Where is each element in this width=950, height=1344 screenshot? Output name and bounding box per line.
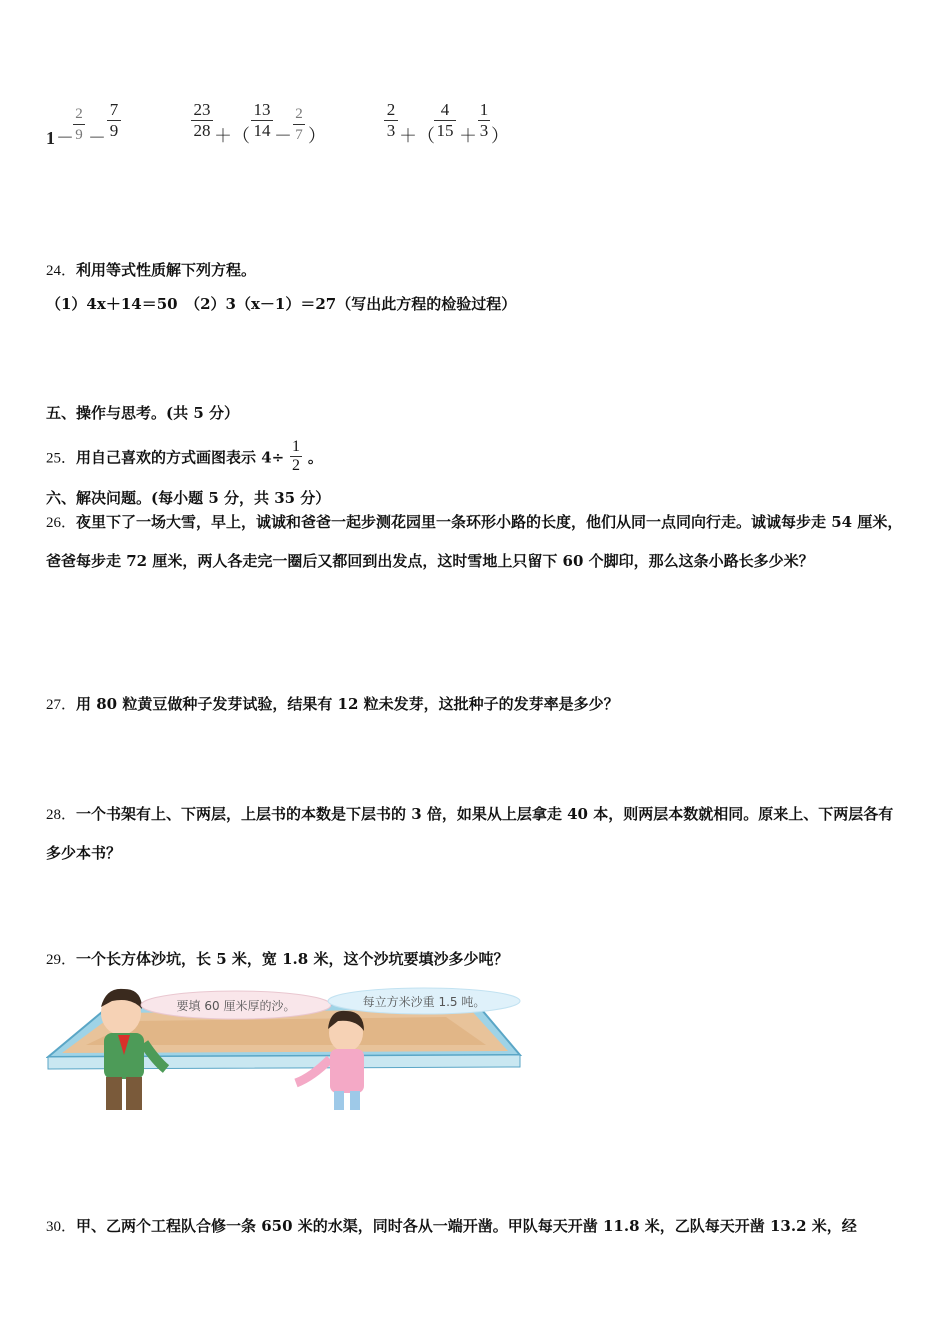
speech-text-girl: 每立方米沙重 1.5 吨。 (362, 995, 486, 1009)
question-text: 甲、乙两个工程队合修一条 650 米的水渠，同时各从一端开凿。甲队每天开凿 11.8 米，乙队每天开凿 13.2 米，经 (76, 1217, 857, 1235)
question-24 (46, 260, 904, 281)
fraction: 2 9 (72, 104, 86, 145)
plus-paren: ＋（ (214, 126, 250, 146)
fraction: 23 28 (190, 100, 214, 141)
fraction: 13 14 (250, 100, 274, 141)
close-paren: ） (308, 126, 326, 146)
question-text: 利用等式性质解下列方程。 (76, 261, 257, 279)
question-number: 26． (46, 515, 77, 531)
plus-paren: ＋（ (399, 126, 435, 146)
minus-sign: － (274, 126, 292, 146)
minus-sign: － (88, 128, 106, 148)
question-text: 一个书架有上、下两层，上层书的本数是下层书的 3 倍，如果从上层拿走 40 本，则两层本数就相同。原来上、下两层各有多少本书？ (46, 805, 894, 862)
fraction: 7 9 (106, 100, 122, 141)
question-text: 一个长方体沙坑，长 5 米，宽 1.8 米，这个沙坑要填沙多少吨？ (76, 950, 509, 968)
question-end: 。 (307, 448, 323, 467)
question-29 (46, 949, 904, 970)
fraction: 1 3 (479, 100, 489, 140)
question-27 (46, 694, 904, 715)
sandpit-illustration-svg (46, 985, 522, 1110)
calc-expression-1 (46, 100, 136, 150)
question-text: 用 80 粒黄豆做种子发芽试验，结果有 12 粒未发芽，这批种子的发芽率是多少？ (76, 695, 619, 713)
question-number: 25． (46, 450, 77, 467)
question-24-subitems: （1）4x＋14＝50 （2）3（x－1）＝27（写出此方程的检验过程） (46, 295, 517, 313)
calc-expression-2 (190, 100, 340, 150)
question-number: 29． (46, 952, 77, 968)
question-28 (46, 795, 904, 872)
question-number: 30． (46, 1219, 77, 1235)
question-number: 27． (46, 697, 77, 713)
sandpit-illustration (46, 985, 522, 1110)
question-number: 24． (46, 263, 77, 279)
fraction: 2 3 (383, 100, 399, 141)
minus-sign: － (56, 128, 74, 148)
fraction: $\frac{1}{2}$ (292, 438, 301, 474)
question-30 (46, 1216, 904, 1237)
question-25 (46, 440, 904, 476)
question-26 (46, 503, 904, 580)
speech-text-boy: 要填 60 厘米厚的沙。 (176, 999, 296, 1013)
calc-expression-3 (383, 100, 523, 150)
question-text: 用自己喜欢的方式画图表示 4÷ (76, 448, 285, 467)
expr-one: 1 (46, 128, 55, 148)
close-paren: ） (491, 126, 509, 146)
question-text: 夜里下了一场大雪，早上，诚诚和爸爸一起步测花园里一条环形小路的长度，他们从同一点同向行走。诚诚每步走 54 厘米，爸爸每步走 72 厘米，两人各走完一圈后又都回到出发点，这时雪地上只留下 60 个脚印，那么这条小路长多少米？ (46, 513, 903, 570)
section-five-title: 五、操作与思考。(共 5 分） (46, 404, 239, 422)
fraction: 4 15 (433, 100, 457, 141)
fraction: 2 7 (292, 104, 306, 145)
section-six-title: 六、解决问题。(每小题 5 分，共 35 分） (46, 489, 331, 507)
question-number: 28． (46, 807, 77, 823)
plus-sign: ＋ (459, 126, 477, 146)
